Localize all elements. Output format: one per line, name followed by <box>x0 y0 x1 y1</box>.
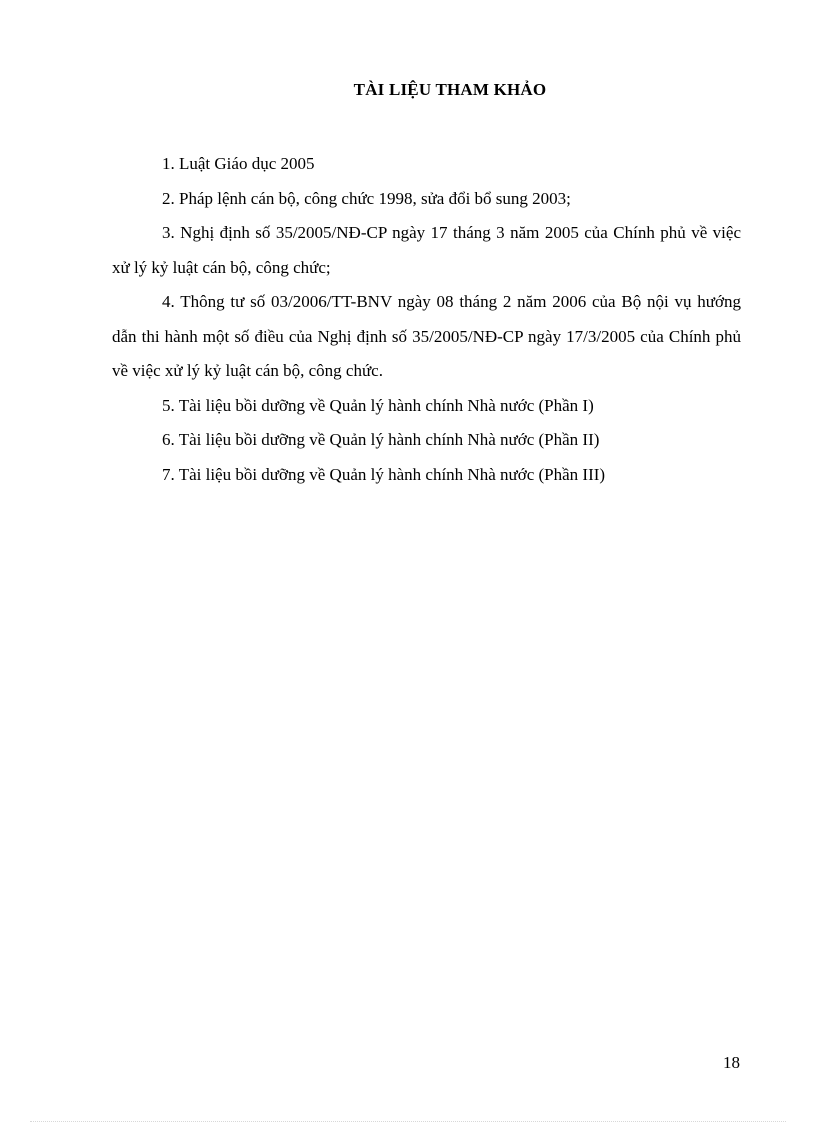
reference-list <box>112 147 741 492</box>
reference-item: 1. Luật Giáo dục 2005 <box>162 154 315 173</box>
reference-item: 6. Tài liệu bồi dưỡng về Quản lý hành chính Nhà nước (Phần II) <box>162 430 600 449</box>
reference-item: 2. Pháp lệnh cán bộ, công chức 1998, sửa đổi bổ sung 2003; <box>162 188 571 208</box>
page-number: 18 <box>723 1053 740 1072</box>
page-bottom-divider <box>30 1121 786 1122</box>
reference-item: 3. Nghị định số 35/2005/NĐ-CP ngày 17 tháng 3 năm 2005 của Chính phủ về việc xử lý kỷ luật cán bộ, công chức; <box>112 223 741 277</box>
reference-item: 5. Tài liệu bồi dưỡng về Quản lý hành chính Nhà nước (Phần I) <box>162 395 594 415</box>
reference-item: 7. Tài liệu bồi dưỡng về Quản lý hành chính Nhà nước (Phần III) <box>162 464 606 484</box>
reference-item: 4. Thông tư số 03/2006/TT-BNV ngày 08 tháng 2 năm 2006 của Bộ nội vụ hướng dẫn thi hành một số điều của Nghị định số 35/2005/NĐ-CP ngày 17/3/2005 của Chính phủ về việc xử lý kỷ luật cán bộ, công chức. <box>112 292 741 380</box>
page-title: TÀI LIỆU THAM KHẢO <box>353 80 547 99</box>
